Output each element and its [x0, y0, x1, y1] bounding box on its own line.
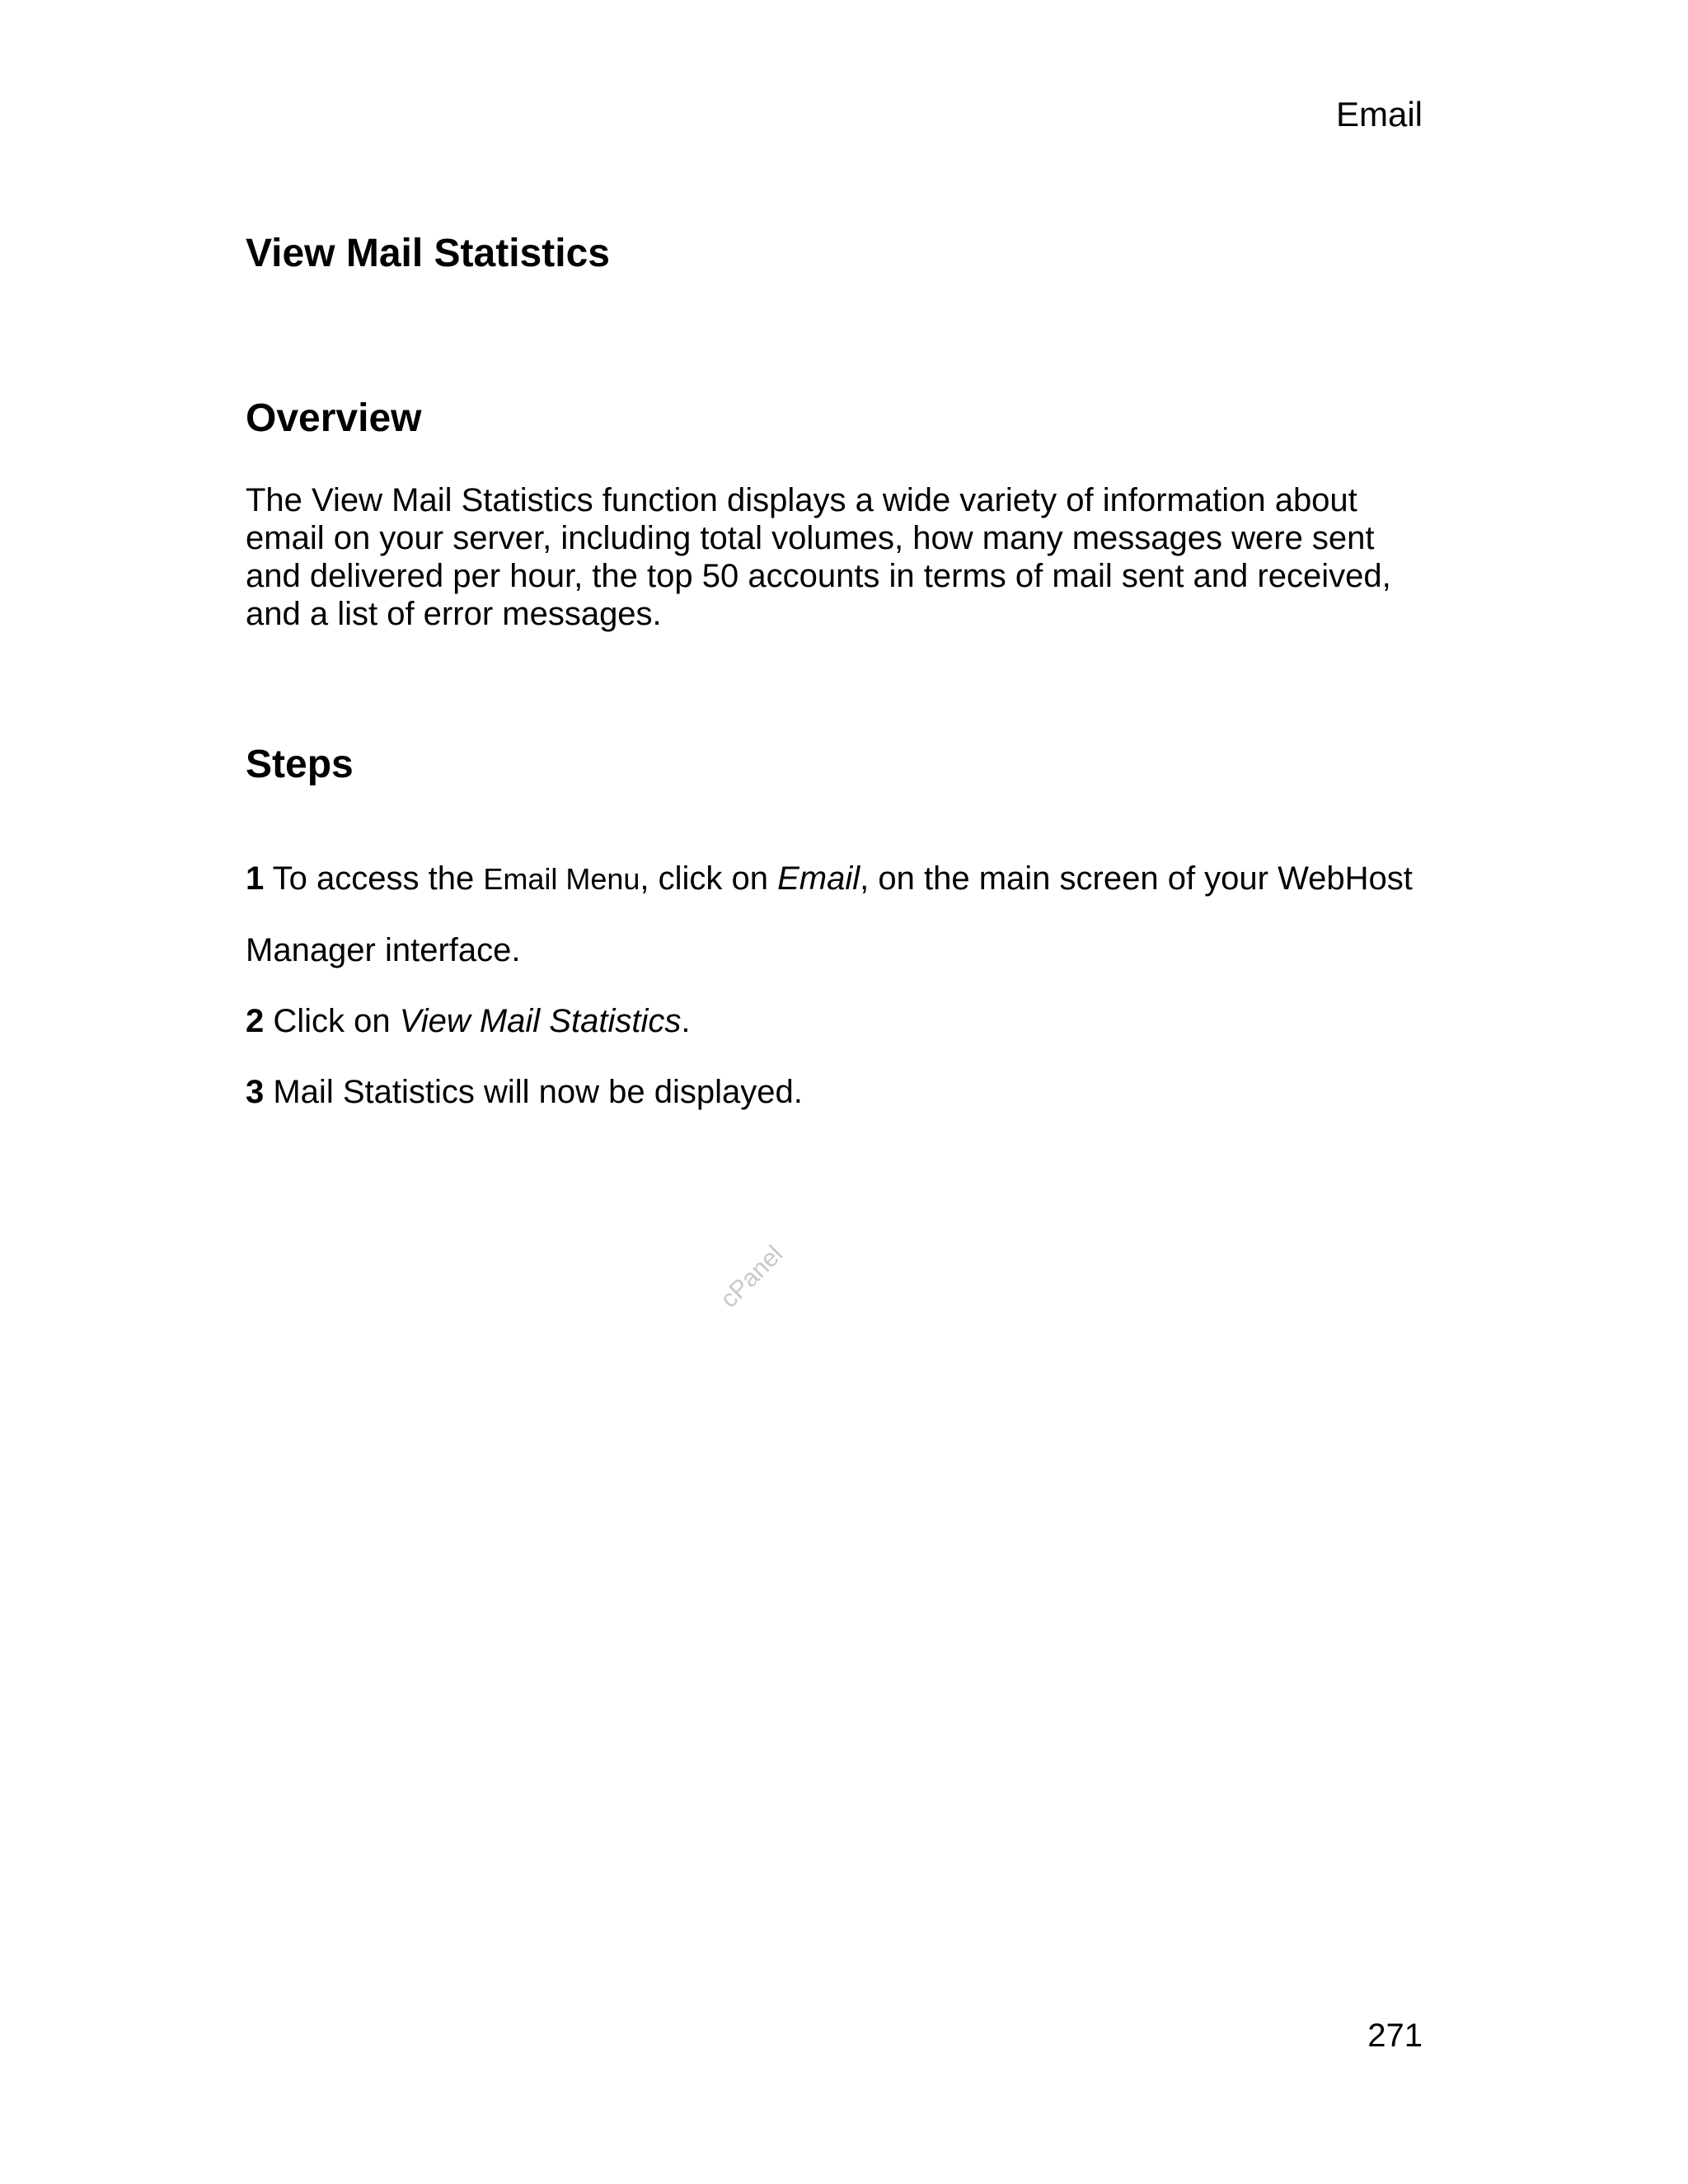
overview-line: email on your server, including total volumes, how many messages were sent	[246, 520, 1375, 556]
overview-line: and delivered per hour, the top 50 accounts in terms of mail sent and received,	[246, 558, 1391, 594]
step-text: Click on	[264, 1003, 400, 1039]
overview-heading: Overview	[246, 396, 422, 440]
step-number: 2	[246, 1003, 265, 1039]
step-text: .	[681, 1003, 691, 1039]
view-mail-statistics-link-text: View Mail Statistics	[399, 1003, 682, 1039]
step-1	[246, 862, 1413, 895]
overview-line: The View Mail Statistics function displays a wide variety of information about	[246, 482, 1357, 518]
running-header: Email	[1335, 95, 1423, 134]
step-1-continuation: Manager interface.	[246, 932, 521, 968]
overview-paragraph	[246, 481, 1432, 633]
overview-line: and a list of error messages.	[246, 596, 662, 632]
watermark: cPanel	[715, 1240, 789, 1314]
step-text: , click on	[640, 860, 778, 897]
step-text: Mail Statistics will now be displayed.	[264, 1074, 803, 1110]
steps-heading: Steps	[246, 743, 354, 786]
menu-name: Email Menu	[483, 862, 640, 896]
step-3	[246, 1076, 803, 1108]
email-link-text: Email	[777, 860, 860, 897]
step-number: 3	[246, 1074, 265, 1110]
step-2	[246, 1005, 690, 1038]
page-number: 271	[1367, 2018, 1423, 2054]
page-title: View Mail Statistics	[246, 232, 610, 275]
step-text: To access the	[264, 860, 484, 897]
step-number: 1	[246, 860, 265, 897]
step-text: , on the main screen of your WebHost	[860, 860, 1413, 897]
